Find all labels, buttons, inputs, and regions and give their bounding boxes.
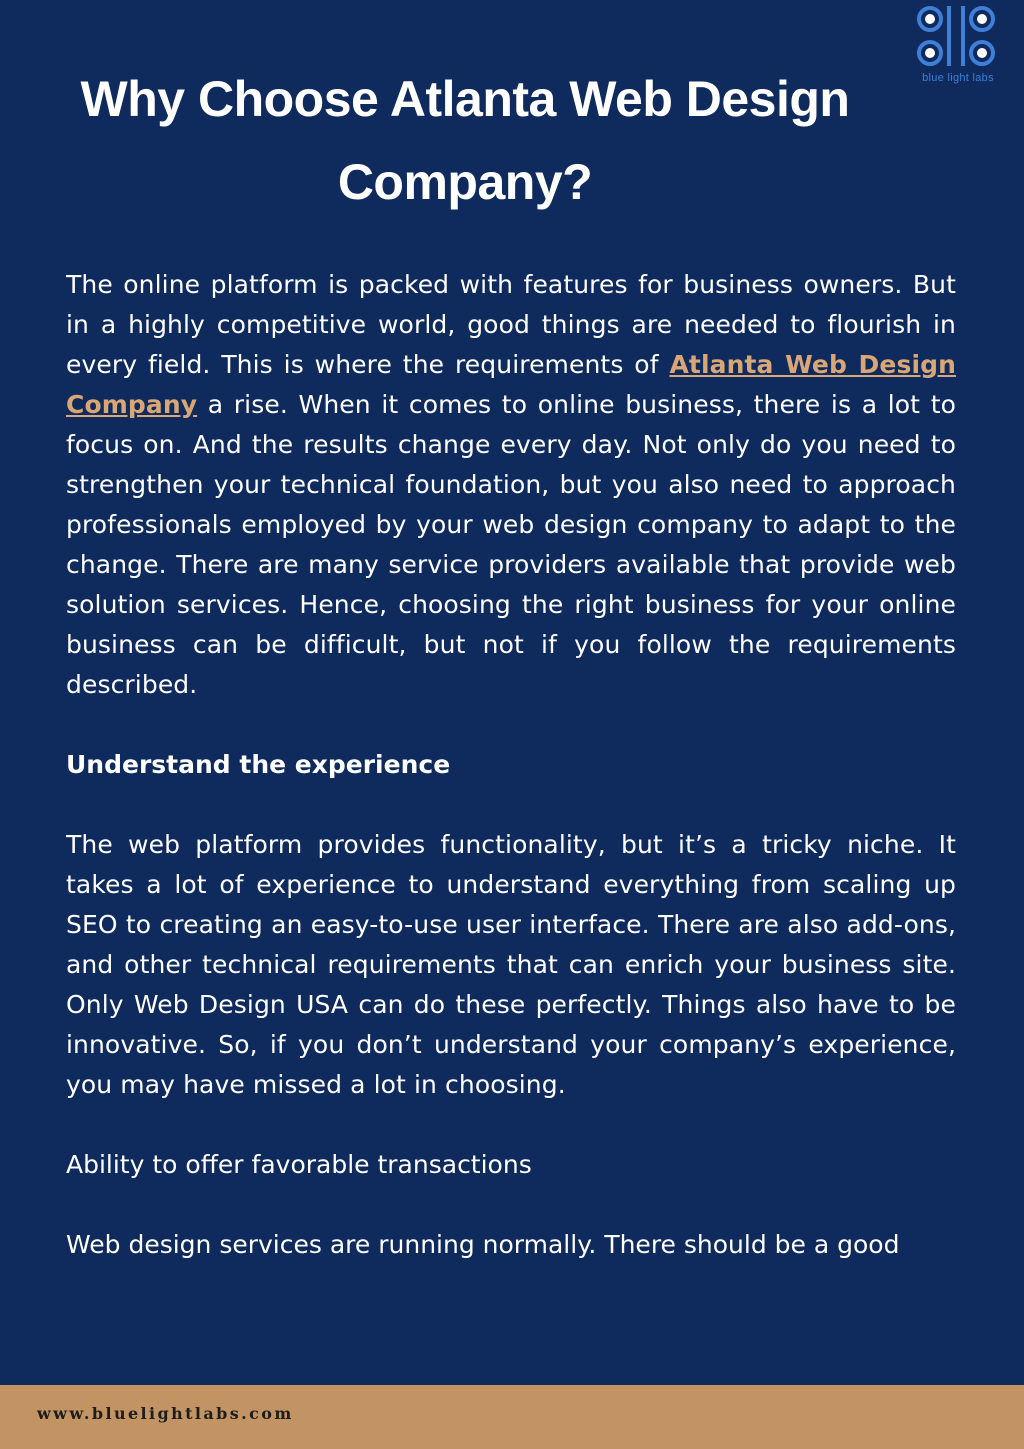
footer-bar bbox=[0, 1385, 1024, 1449]
section-heading-transactions: Ability to offer favorable transactions bbox=[66, 1150, 532, 1179]
article-body bbox=[66, 265, 956, 1265]
intro-text-end: a rise. When it comes to online business, there is a lot to focus on. And the results change every day. Not only do you need to strengthen your technical foundation, but you also need to approach professionals employed by your web design company to adapt to the change. There are many service providers available that provide web solution services. Hence, choosing the right business for your online business can be difficult, but not if you follow the requirements described. bbox=[66, 390, 956, 699]
spacer bbox=[66, 705, 956, 745]
spacer bbox=[66, 1185, 956, 1225]
atlanta-web-design-link[interactable]: Atlanta Web Design Company bbox=[66, 350, 957, 419]
spacer bbox=[66, 785, 956, 825]
spacer bbox=[66, 1105, 956, 1145]
section-heading-experience: Understand the experience bbox=[66, 750, 451, 779]
intro-paragraph bbox=[66, 265, 956, 705]
logo-text: blue light labs bbox=[922, 72, 994, 84]
page-title: Why Choose Atlanta Web Design Company? bbox=[80, 71, 850, 210]
blue-light-labs-logo-icon bbox=[906, 2, 1010, 74]
intro-text-start: The online platform is packed with features for business owners. But in a highly competitive world, good things are needed to flourish in every field. This is where the requirements of bbox=[66, 270, 956, 379]
footer-url: www.bluelightlabs.com bbox=[37, 1404, 294, 1423]
experience-paragraph: The web platform provides functionality, but it’s a tricky niche. It takes a lot of experience to understand everything from scaling up SEO to creating an easy-to-use user interface. There are also add-ons, and other technical requirements that can enrich your business site. Only Web Design USA can do these perfectly. Things also have to be innovative. So, if you don’t understand your company’s experience, you may have missed a lot in choosing. bbox=[66, 830, 956, 1099]
logo bbox=[906, 2, 1010, 84]
transactions-paragraph: Web design services are running normally. There should be a good bbox=[66, 1230, 900, 1259]
